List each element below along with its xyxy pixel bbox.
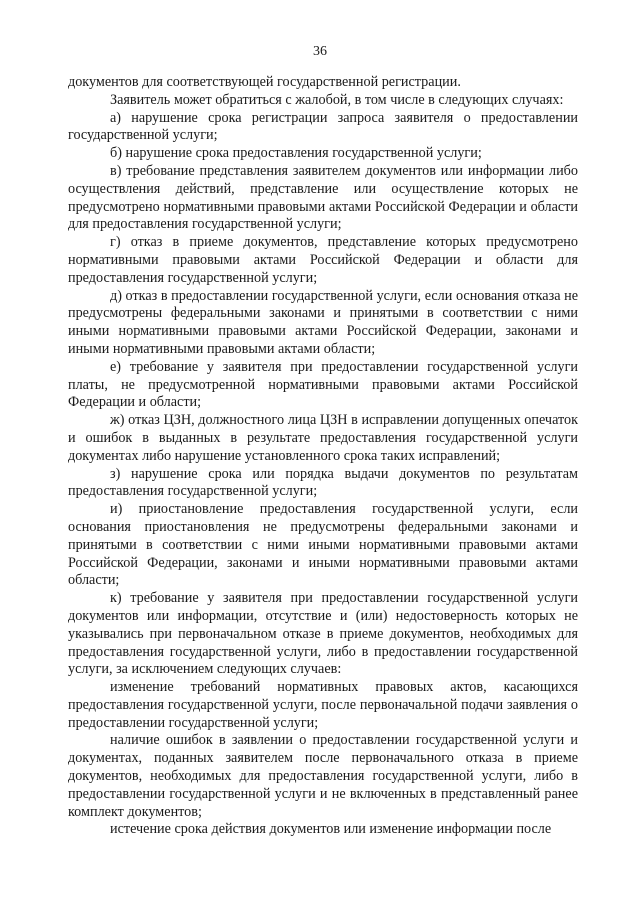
paragraph-item-e: е) требование у заявителя при предоставлении государственной услуги платы, не предусмотренной нормативными правовыми актами Российской Федерации и области; [68,358,578,411]
paragraph-item-a: а) нарушение срока регистрации запроса заявителя о предоставлении государственной услуги; [68,109,578,144]
paragraph-item-b: б) нарушение срока предоставления государственной услуги; [110,145,482,162]
paragraph-item-zh: ж) отказ ЦЗН, должностного лица ЦЗН в исправлении допущенных опечаток и ошибок в выданных в результате предоставления государственной услуги документах либо нарушение установленного срока таких исправлений; [68,412,578,464]
paragraph-exception-3: истечение срока действия документов или изменение информации после [110,821,552,838]
paragraph-item-k: к) требование у заявителя при предоставлении государственной услуги документов или информации, отсутствие и (или) недостоверность которых не указывались при первоначальном отказе в приеме документов, необходимых для предоставления государственной услуги, либо в предоставлении государственной услуги, за исключением следующих случаев: [68,590,578,678]
page-number: 36 [313,44,327,59]
paragraph-item-v: в) требование представления заявителем документов или информации либо осуществления действий, представление или осуществление которых не предусмотрено нормативными правовыми актами Российской Федерации и области для предоставления государственной услуги; [68,162,578,233]
paragraph-item-g: г) отказ в приеме документов, представление которых предусмотрено нормативными правовыми актами Российской Федерации и области для предоставления государственной услуги; [68,234,578,286]
paragraph-item-z: з) нарушение срока или порядка выдачи документов по результатам предоставления государственной услуги; [68,465,578,500]
paragraph-exception-2: наличие ошибок в заявлении о предоставлении государственной услуги и документах, поданных заявителем после первоначального отказа в приеме документов, необходимых для предоставления государственной услуги, либо в предоставлении государственной услуги и не включенных в представленный ранее комплект документов; [68,732,578,820]
paragraph-item-d: д) отказ в предоставлении государственной услуги, если основания отказа не предусмотрены федеральными законами и принятыми в соответствии с ними иными нормативными правовыми актами Российской Федерации, законами и иными нормативными правовыми актами области; [68,287,578,357]
document-body [68,74,578,839]
paragraph-continuation: документов для соответствующей государственной регистрации. [68,74,461,90]
paragraph-item-i: и) приостановление предоставления государственной услуги, если основания приостановления не предусмотрены федеральными законами и принятыми в соответствии с ними иными нормативными правовыми актами Российской Федерации, законами и иными нормативными правовыми актами области; [68,501,578,589]
paragraph-complaint-intro: Заявитель может обратиться с жалобой, в том числе в следующих случаях: [110,91,564,108]
paragraph-exception-1: изменение требований нормативных правовых актов, касающихся предоставления государственной услуги, после первоначальной подачи заявления о предоставлении государственной услуги; [68,679,578,731]
